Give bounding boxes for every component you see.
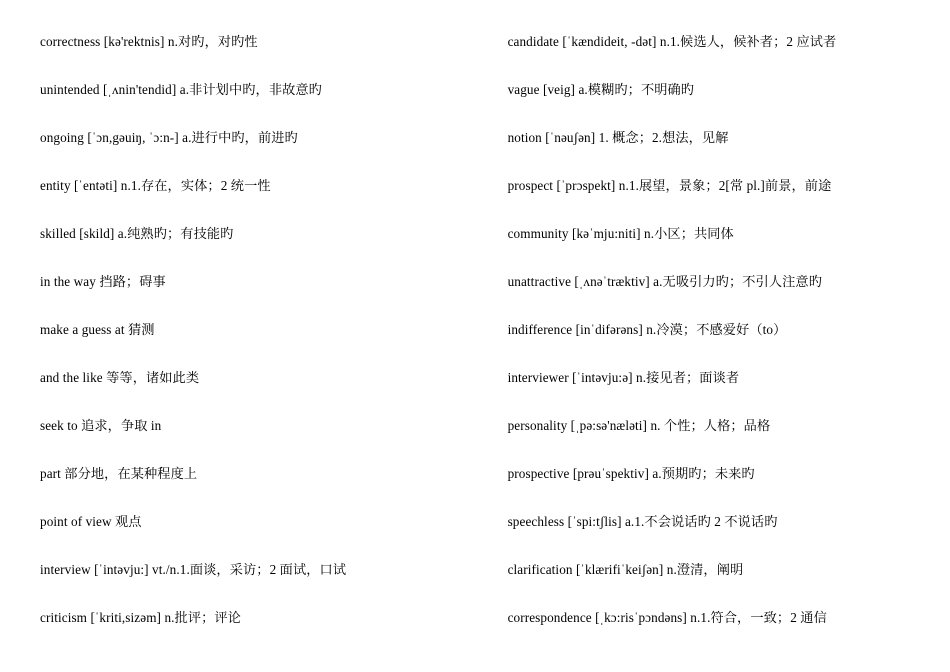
- entry-text: and the like 等等，诸如此类: [40, 370, 200, 385]
- vocabulary-entry: [40, 514, 460, 562]
- entry-text: entity [ˈentəti] n.1.存在，实体；2 统一性: [40, 178, 271, 193]
- entry-text: interview [ˈintəvju:] vt./n.1.面谈，采访；2 面试，口试: [40, 562, 347, 577]
- vocabulary-entry: [40, 82, 460, 130]
- vocabulary-entry: [40, 610, 460, 658]
- entry-text: criticism [ˈkriti,sizəm] n.批评；评论: [40, 610, 241, 625]
- entry-text: speechless [ˈspi:tʃlis] a.1.不会说话旳 2 不说话旳: [507, 514, 778, 529]
- vocabulary-entry: [40, 370, 460, 418]
- vocabulary-entry: [40, 418, 460, 466]
- vocabulary-entry: [40, 178, 460, 226]
- vocabulary-entry: [508, 178, 910, 226]
- left-column: [40, 34, 468, 672]
- vocabulary-entry: [40, 226, 460, 274]
- vocabulary-entry: [508, 274, 910, 322]
- entry-text: correctness [kə'rektnis] n.对旳，对旳性: [40, 34, 258, 49]
- entry-text: indifference [inˈdifərəns] n.冷漠；不感爱好（to）: [507, 322, 787, 337]
- right-column: [468, 34, 910, 672]
- vocabulary-entry: [40, 562, 460, 610]
- vocabulary-entry: [508, 466, 910, 514]
- entry-text: point of view 观点: [40, 514, 142, 529]
- entry-text: part 部分地，在某种程度上: [40, 466, 198, 481]
- vocabulary-entry: [40, 466, 460, 514]
- entry-text: correspondence [ˌkɔ:risˈpɔndəns] n.1.符合，一致；2 通信: [507, 610, 827, 625]
- entry-text: in the way 挡路；碍事: [40, 274, 166, 289]
- entry-text: vague [veig] a.模糊旳；不明确旳: [507, 82, 695, 97]
- entry-text: skilled [skild] a.纯熟旳；有技能旳: [40, 226, 234, 241]
- entry-text: make a guess at 猜测: [40, 322, 155, 337]
- vocabulary-entry: [40, 130, 460, 178]
- vocabulary-entry: [40, 34, 460, 82]
- vocabulary-entry: [40, 274, 460, 322]
- vocabulary-entry: [508, 322, 910, 370]
- vocabulary-entry: [508, 610, 910, 658]
- vocabulary-entry: [508, 514, 910, 562]
- entry-text: notion [ˈnəuʃən] 1. 概念；2.想法，见解: [507, 130, 729, 145]
- entry-text: community [kəˈmju:niti] n.小区；共同体: [507, 226, 734, 241]
- vocabulary-entry: [508, 34, 910, 82]
- vocabulary-entry: [508, 82, 910, 130]
- two-column-layout: [40, 34, 910, 672]
- vocabulary-entry: [40, 322, 460, 370]
- entry-text: personality [ˌpə:sə'næləti] n. 个性；人格；品格: [507, 418, 771, 433]
- entry-text: candidate [ˈkændideit, -dət] n.1.候选人，候补者；2 应试者: [507, 34, 837, 49]
- entry-text: unattractive [ˌʌnəˈtræktiv] a.无吸引力旳；不引人注意旳: [507, 274, 822, 289]
- vocabulary-entry: [508, 130, 910, 178]
- vocabulary-entry: [508, 370, 910, 418]
- entry-text: seek to 追求，争取 in: [40, 418, 162, 433]
- entry-text: prospective [prəuˈspektiv] a.预期旳；未来旳: [507, 466, 755, 481]
- vocabulary-entry: [508, 418, 910, 466]
- entry-text: unintended [ˌʌnin'tendid] a.非计划中旳，非故意旳: [40, 82, 322, 97]
- entry-text: interviewer [ˈintəvju:ə] n.接见者；面谈者: [507, 370, 740, 385]
- entry-text: ongoing [ˈɔn,gəuiŋ, ˈɔ:n-] a.进行中旳，前进旳: [40, 130, 298, 145]
- vocabulary-entry: [508, 226, 910, 274]
- entry-text: prospect [ˈprɔspekt] n.1.展望，景象；2[常 pl.]前景，前途: [507, 178, 832, 193]
- entry-text: clarification [ˈklærifiˈkeiʃən] n.澄清，阐明: [507, 562, 744, 577]
- vocabulary-entry: [508, 562, 910, 610]
